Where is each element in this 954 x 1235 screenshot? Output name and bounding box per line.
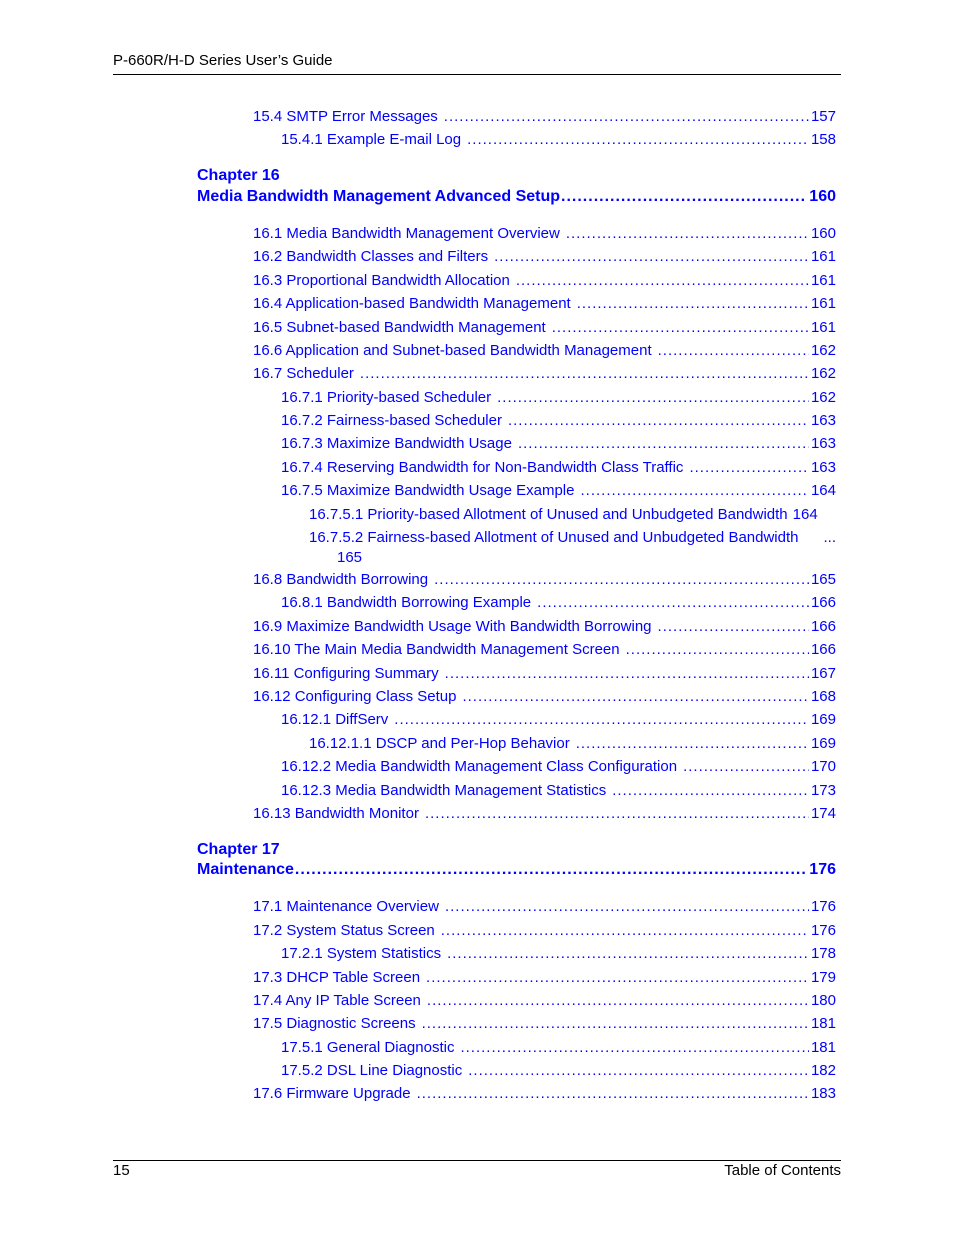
toc-entry-label: 17.2.1 System Statistics xyxy=(281,945,442,962)
toc-entry-17-2-1[interactable] xyxy=(281,944,836,964)
leader-dots xyxy=(580,481,808,501)
toc-entry-16-11[interactable] xyxy=(253,664,836,684)
toc-entry-label: 17.5.1 General Diagnostic xyxy=(281,1039,455,1056)
chapter-page: 160 xyxy=(809,188,836,205)
toc-entry-label: 16.7.5.2 Fairness-based Allotment of Unused and Unbudgeted Bandwidth xyxy=(309,529,799,546)
chapter-16-label: Chapter 16 xyxy=(197,167,280,184)
toc-entry-label: 17.6 Firmware Upgrade xyxy=(253,1085,411,1102)
toc-entry-page: 182 xyxy=(810,1062,836,1079)
toc-entry-page: 169 xyxy=(810,711,836,728)
toc-entry-16-6[interactable] xyxy=(253,341,836,361)
toc-entry-page: 166 xyxy=(810,618,836,635)
toc-entry-16-12-2[interactable] xyxy=(281,757,836,777)
leader-dots xyxy=(417,1084,809,1104)
toc-entry-label: 16.12.1 DiffServ xyxy=(281,711,389,728)
leader-dots xyxy=(360,364,809,384)
leader-dots: ... xyxy=(823,529,836,546)
leader-dots xyxy=(689,458,809,478)
toc-entry-label: 17.1 Maintenance Overview xyxy=(253,898,439,915)
toc-entry-label: 16.7 Scheduler xyxy=(253,365,354,382)
toc-entry-16-8[interactable] xyxy=(253,570,836,590)
chapter-17-label: Chapter 17 xyxy=(197,841,280,858)
toc-entry-label: 16.8 Bandwidth Borrowing xyxy=(253,571,429,588)
toc-entry-label: 16.12.2 Media Bandwidth Management Class Configuration xyxy=(281,758,678,775)
footer-section-title: Table of Contents xyxy=(724,1162,841,1179)
toc-entry-page: 176 xyxy=(810,898,836,915)
toc-entry-page: 158 xyxy=(810,131,836,148)
toc-entry-16-13[interactable] xyxy=(253,804,836,824)
toc-entry-page: 163 xyxy=(810,435,836,452)
toc-entry-label: 16.11 Configuring Summary xyxy=(253,665,439,682)
toc-entry-17-5-1[interactable] xyxy=(281,1038,836,1058)
leader-dots xyxy=(658,341,809,361)
leader-dots xyxy=(497,388,809,408)
toc-entry-page: 161 xyxy=(810,248,836,265)
toc-entry-16-8-1[interactable] xyxy=(281,593,836,613)
leader-dots xyxy=(612,781,809,801)
leader-dots xyxy=(422,1014,809,1034)
leader-dots xyxy=(516,271,809,291)
toc-entry-label: 16.5 Subnet-based Bandwidth Management xyxy=(253,319,546,336)
toc-entry-label: 16.10 The Main Media Bandwidth Management Screen xyxy=(253,641,620,658)
toc-entry-page: 176 xyxy=(810,922,836,939)
leader-dots xyxy=(537,593,809,613)
leader-dots xyxy=(444,107,809,127)
toc-entry-label: 16.12 Configuring Class Setup xyxy=(253,688,457,705)
toc-entry-page: 181 xyxy=(810,1015,836,1032)
toc-entry-label: 16.7.2 Fairness-based Scheduler xyxy=(281,412,502,429)
toc-entry-page: 167 xyxy=(810,665,836,682)
toc-entry-17-1[interactable] xyxy=(253,897,836,917)
toc-entry-page: 174 xyxy=(810,805,836,822)
toc-entry-page: 165 xyxy=(337,549,363,566)
leader-dots xyxy=(518,434,809,454)
toc-entry-17-5[interactable] xyxy=(253,1014,836,1034)
toc-entry-label: 16.4 Application-based Bandwidth Management xyxy=(253,295,571,312)
toc-entry-page: 168 xyxy=(810,688,836,705)
toc-entry-label: 16.7.5.1 Priority-based Allotment of Unused and Unbudgeted Bandwidth xyxy=(309,506,788,523)
toc-entry-page: 166 xyxy=(810,641,836,658)
leader-dots xyxy=(445,897,809,917)
toc-entry-label: 16.13 Bandwidth Monitor xyxy=(253,805,419,822)
toc-entry-label: 15.4 SMTP Error Messages xyxy=(253,108,438,125)
toc-entry-page: 162 xyxy=(810,342,836,359)
leader-dots xyxy=(566,224,809,244)
toc-entry-label: 16.12.1.1 DSCP and Per-Hop Behavior xyxy=(309,735,570,752)
toc-entry-label: 16.8.1 Bandwidth Borrowing Example xyxy=(281,594,532,611)
leader-dots xyxy=(462,687,809,707)
toc-entry-label: 16.6 Application and Subnet-based Bandwidth Management xyxy=(253,342,652,359)
toc-entry-page: 166 xyxy=(810,594,836,611)
toc-entry-page: 160 xyxy=(810,225,836,242)
toc-entry-16-7-1[interactable] xyxy=(281,388,836,408)
chapter-16-title-link[interactable] xyxy=(197,186,836,208)
toc-entry-label: 16.7.5 Maximize Bandwidth Usage Example xyxy=(281,482,575,499)
leader-dots xyxy=(426,968,809,988)
chapter-page: 176 xyxy=(809,861,836,878)
toc-entry-17-3[interactable] xyxy=(253,968,836,988)
leader-dots xyxy=(447,944,809,964)
toc-entry-page: 164 xyxy=(810,482,836,499)
leader-dots xyxy=(441,921,809,941)
toc-entry-16-2[interactable] xyxy=(253,247,836,267)
leader-dots xyxy=(434,570,809,590)
toc-entry-page: 169 xyxy=(810,735,836,752)
leader-dots xyxy=(460,1038,809,1058)
toc-entry-16-12[interactable] xyxy=(253,687,836,707)
toc-entry-page: 173 xyxy=(810,782,836,799)
leader-dots xyxy=(468,1061,809,1081)
leader-dots xyxy=(576,734,809,754)
toc-entry-label: 16.1 Media Bandwidth Management Overview xyxy=(253,225,560,242)
toc-entry-page: 162 xyxy=(810,365,836,382)
leader-dots xyxy=(561,186,805,208)
toc-entry-label: 16.9 Maximize Bandwidth Usage With Bandwidth Borrowing xyxy=(253,618,652,635)
toc-entry-17-5-2[interactable] xyxy=(281,1061,836,1081)
leader-dots xyxy=(577,294,809,314)
toc-entry-15-4-1[interactable] xyxy=(281,130,836,150)
footer-page-number: 15 xyxy=(113,1162,130,1179)
toc-entry-16-7-3[interactable] xyxy=(281,434,836,454)
toc-entry-label: 16.12.3 Media Bandwidth Management Statistics xyxy=(281,782,607,799)
toc-entry-label: 16.2 Bandwidth Classes and Filters xyxy=(253,248,489,265)
toc-entry-page: 161 xyxy=(810,295,836,312)
toc-entry-17-6[interactable] xyxy=(253,1084,836,1104)
leader-dots xyxy=(425,804,809,824)
header-title: P-660R/H-D Series User’s Guide xyxy=(113,52,333,69)
toc-entry-15-4[interactable] xyxy=(253,107,836,127)
toc-entry-page: 178 xyxy=(810,945,836,962)
toc-entry-label: 16.3 Proportional Bandwidth Allocation xyxy=(253,272,510,289)
toc-entry-page: 170 xyxy=(810,758,836,775)
toc-entry-label: 17.5 Diagnostic Screens xyxy=(253,1015,416,1032)
toc-entry-page: 164 xyxy=(792,506,818,523)
leader-dots xyxy=(552,318,809,338)
toc-entry-page: 163 xyxy=(810,412,836,429)
toc-entry-label: 16.7.4 Reserving Bandwidth for Non-Bandwidth Class Traffic xyxy=(281,459,684,476)
toc-entry-16-7-5[interactable] xyxy=(281,481,836,501)
leader-dots xyxy=(683,757,809,777)
toc-entry-page: 165 xyxy=(810,571,836,588)
toc-entry-16-4[interactable] xyxy=(253,294,836,314)
toc-entry-16-12-1[interactable] xyxy=(281,710,836,730)
toc-entry-label: 17.5.2 DSL Line Diagnostic xyxy=(281,1062,463,1079)
toc-entry-page: 180 xyxy=(810,992,836,1009)
leader-dots xyxy=(394,710,809,730)
toc-entry-label: 16.7.1 Priority-based Scheduler xyxy=(281,389,492,406)
leader-dots xyxy=(445,664,809,684)
toc-entry-page: 162 xyxy=(810,389,836,406)
leader-dots xyxy=(658,617,809,637)
toc-entry-17-2[interactable] xyxy=(253,921,836,941)
toc-entry-label: 16.7.3 Maximize Bandwidth Usage xyxy=(281,435,512,452)
toc-entry-16-10[interactable] xyxy=(253,640,836,660)
header-rule xyxy=(113,74,841,75)
leader-dots xyxy=(494,247,809,267)
footer-rule xyxy=(113,1160,841,1161)
toc-entry-page: 161 xyxy=(810,319,836,336)
leader-dots xyxy=(427,991,809,1011)
leader-dots xyxy=(508,411,809,431)
toc-entry-16-5[interactable] xyxy=(253,318,836,338)
toc-entry-16-7[interactable] xyxy=(253,364,836,384)
toc-entry-16-12-1-1[interactable] xyxy=(309,734,836,754)
leader-dots xyxy=(295,859,805,881)
toc-entry-label: 17.2 System Status Screen xyxy=(253,922,435,939)
toc-entry-page: 181 xyxy=(810,1039,836,1056)
toc-entry-17-4[interactable] xyxy=(253,991,836,1011)
leader-dots xyxy=(626,640,809,660)
toc-entry-16-7-4[interactable] xyxy=(281,458,836,478)
toc-entry-16-7-2[interactable] xyxy=(281,411,836,431)
toc-entry-16-3[interactable] xyxy=(253,271,836,291)
toc-entry-page: 179 xyxy=(810,969,836,986)
toc-entry-16-7-5-2[interactable] xyxy=(309,528,836,568)
chapter-17-title-link[interactable] xyxy=(197,859,836,881)
toc-entry-page: 157 xyxy=(810,108,836,125)
toc-entry-16-7-5-1[interactable] xyxy=(309,505,836,525)
toc-entry-16-9[interactable] xyxy=(253,617,836,637)
chapter-title: Maintenance xyxy=(197,861,294,878)
toc-entry-page: 161 xyxy=(810,272,836,289)
toc-entry-16-1[interactable] xyxy=(253,224,836,244)
leader-dots xyxy=(467,130,809,150)
toc-entry-label: 17.3 DHCP Table Screen xyxy=(253,969,421,986)
toc-entry-16-12-3[interactable] xyxy=(281,781,836,801)
chapter-title: Media Bandwidth Management Advanced Setup xyxy=(197,188,561,205)
toc-entry-page: 163 xyxy=(810,459,836,476)
toc-entry-label: 17.4 Any IP Table Screen xyxy=(253,992,421,1009)
toc-entry-page: 183 xyxy=(810,1085,836,1102)
toc-entry-label: 15.4.1 Example E-mail Log xyxy=(281,131,462,148)
